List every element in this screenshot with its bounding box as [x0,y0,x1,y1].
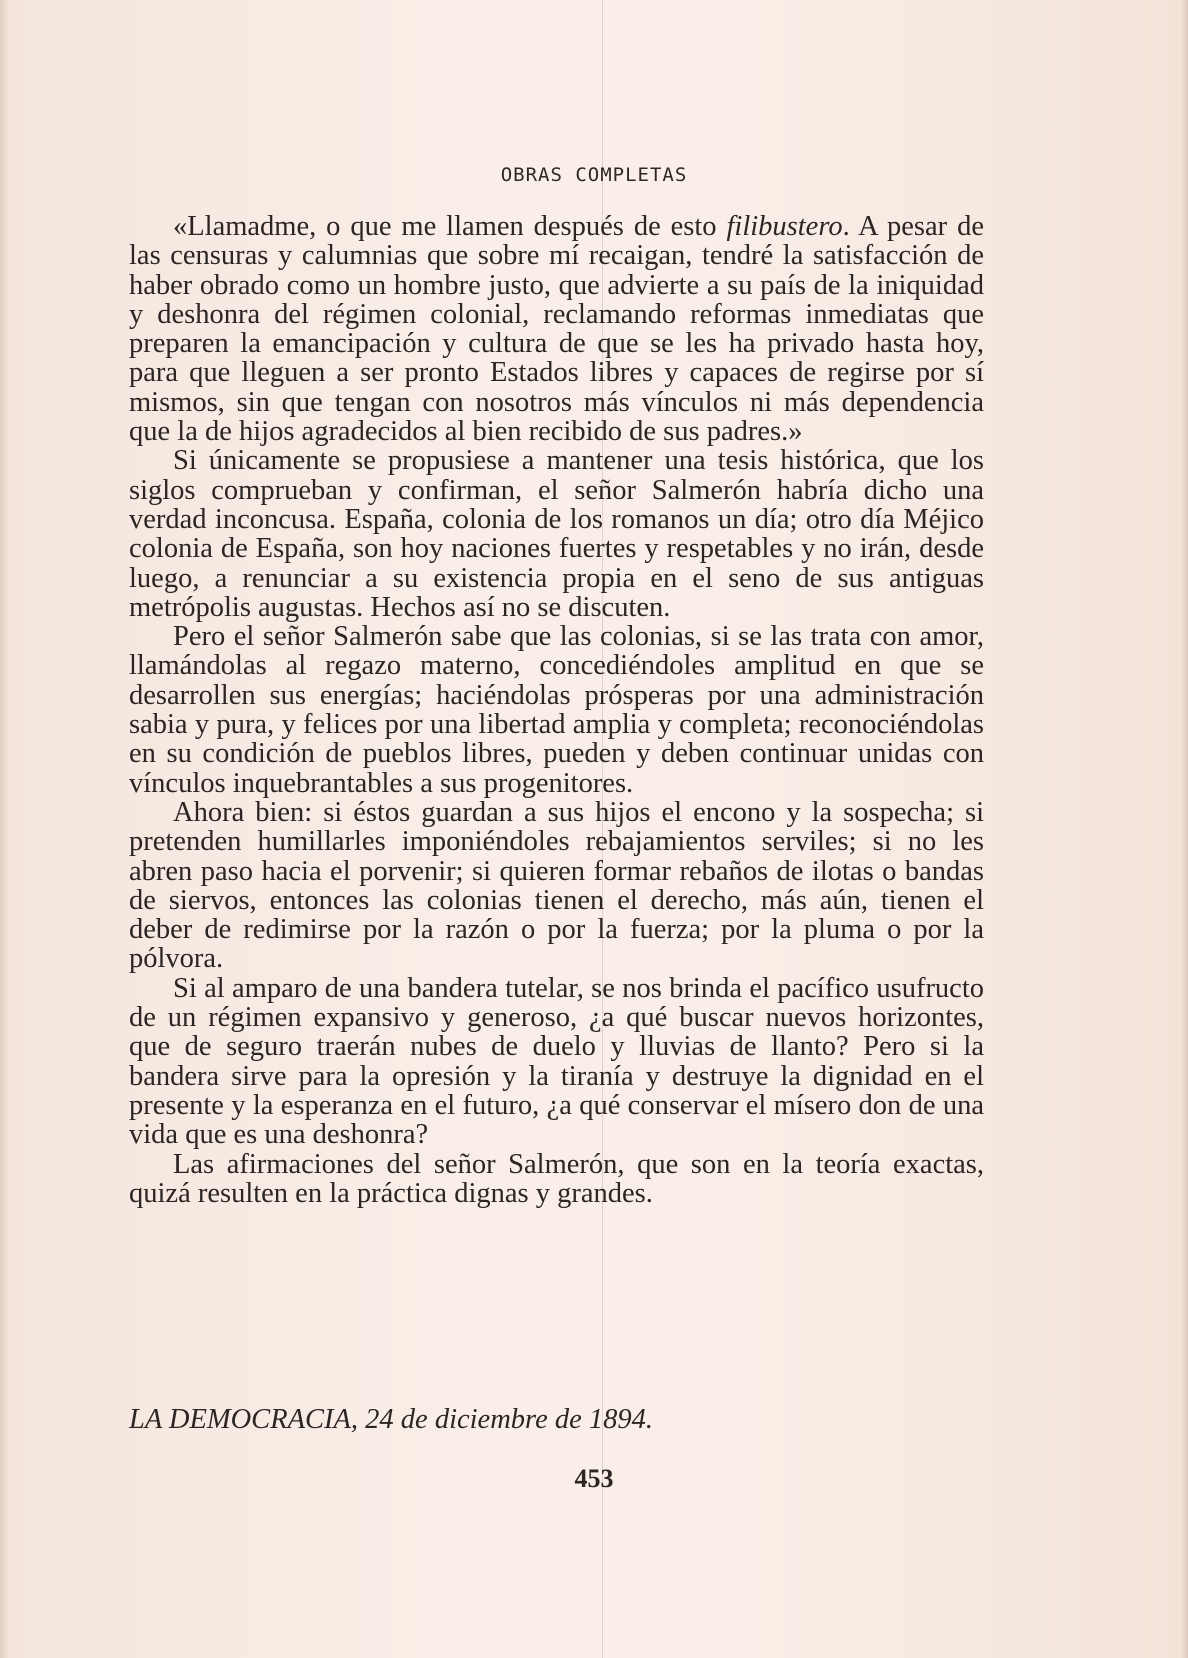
page-number: 453 [574,1464,614,1493]
page-edge-left [0,0,10,1658]
page-edge-right [1180,0,1188,1658]
paragraph-4: Ahora bien: si éstos guardan a sus hijos el encono y la sospecha; si pretenden humillarles imponiéndoles rebajamientos serviles; si no les abren paso hacia el porvenir; si quieren formar rebaños de ilotas o bandas de siervos, entonces las colonias tienen el derecho, más aún, tienen el deber de redimirse por la razón o por la fuerza; por la pluma o por la pólvora. [129,796,984,975]
quote-start: «Llamadme, o que me llamen después de esto [173,211,727,242]
paragraph-1 [129,212,984,446]
paragraph-6: Las afirmaciones del señor Salmerón, que son en la teoría exactas, quizá resulten en la práctica dignas y grandes. [129,1148,984,1209]
italic-term: filibustero [726,211,843,242]
quote-rest: . A pesar de las censuras y calumnias que sobre mí recaigan, tendré la satisfacción de haber obrado como un hombre justo, que advierte a su país de la iniquidad y deshonra del régimen colonial, reclamando reformas inmediatas que preparen la emancipación y cultura de que se les ha privado hasta hoy, para que lleguen a ser pronto Estados libres y capaces de regirse por sí mismos, sin que tengan con nosotros más vínculos ni más dependencia que la de hijos agradecidos al bien recibido de sus padres.» [129,211,984,448]
paragraph-2: Si únicamente se propusiese a mantener una tesis histórica, que los siglos comprueban y confirman, el señor Salmerón habría dicho una verdad inconcusa. España, colonia de los romanos un día; otro día Méjico colonia de España, son hoy naciones fuertes y respetables y no irán, desde luego, a renunciar a su existencia propia en el seno de sus antiguas metrópolis augustas. Hechos así no se discuten. [129,445,984,623]
paragraph-5: Si al amparo de una bandera tutelar, se nos brinda el pacífico usufructo de un régimen expansivo y generoso, ¿a qué buscar nuevos horizontes, que de seguro traerán nubes de duelo y lluvias de llanto? Pero si la bandera sirve para la opresión y la tiranía y destruye la dignidad en el presente y la esperanza en el futuro, ¿a qué conservar el mísero don de una vida que es una deshonra? [129,972,984,1151]
paragraph-3: Pero el señor Salmerón sabe que las colonias, si se las trata con amor, llamándolas al regazo materno, concediéndoles amplitud en que se desarrollen sus energías; haciéndolas prósperas por una administración sabia y pura, y felices por una libertad amplia y completa; reconociéndolas en su condición de pueblos libres, pueden y deben continuar unidas con vínculos inquebrantables a sus progenitores. [129,621,984,799]
running-head: OBRAS COMPLETAS [500,164,688,186]
body-text [129,212,984,1208]
source-citation: LA DEMOCRACIA, 24 de diciembre de 1894. [129,1404,653,1435]
